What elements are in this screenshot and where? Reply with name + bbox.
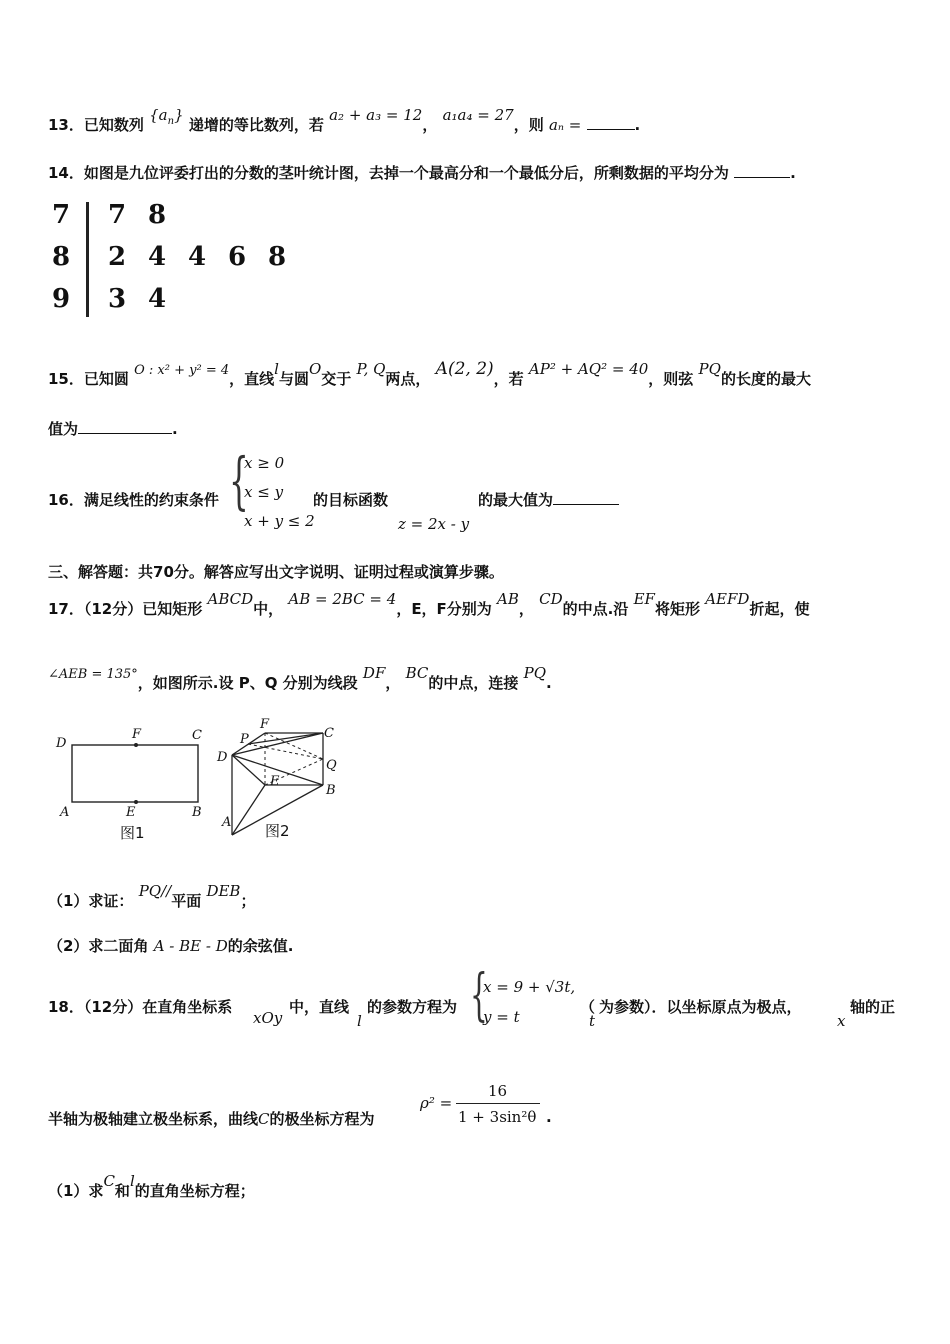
- fig1-label-a: A: [60, 805, 70, 820]
- question-number: 15．: [48, 370, 84, 388]
- q15-answer-blank: [78, 419, 172, 434]
- q18-t-symbol: t: [589, 1012, 596, 1030]
- q18-p1-text: 的直角坐标方程；: [134, 1182, 255, 1200]
- q13-text-1: 已知数列: [83, 116, 144, 134]
- q16-text-3: 的最大值为: [478, 491, 554, 509]
- question-number: 17．: [48, 600, 84, 618]
- q14-text: 如图是九位评委打出的分数的茎叶统计图，去掉一个最高分和一个最低分后，所剩数据的平均分为: [83, 164, 729, 182]
- q18-x-symbol: x: [837, 1012, 846, 1030]
- question-15-continued: [48, 418, 178, 439]
- q13-answer-blank: [587, 115, 635, 130]
- leaf-value: 2: [108, 242, 127, 272]
- leaf-value: 6: [228, 242, 247, 272]
- q17-aefd: AEFD: [705, 590, 750, 608]
- fig2-label-c: C: [324, 726, 334, 741]
- q13-equation-1: a₂ + a₃ = 12: [329, 106, 423, 124]
- question-number: 16．: [48, 491, 84, 509]
- fig2-label-f: F: [260, 717, 270, 732]
- q15-text-4: 交于: [321, 370, 352, 388]
- q17-text-2: ，E，F分别为: [396, 600, 492, 618]
- stem-value: 8: [52, 242, 71, 272]
- q16-constraint-2: x ≤ y: [244, 483, 284, 501]
- question-13: [48, 106, 641, 137]
- leaf-value: 3: [108, 284, 127, 314]
- fig2-label-q: Q: [326, 758, 337, 773]
- q18-rho: ρ² =: [420, 1094, 453, 1112]
- question-number: 14．: [48, 164, 84, 182]
- q13-text-3: ，则: [513, 116, 544, 134]
- q13-answer-expression: aₙ =: [548, 116, 582, 134]
- q17-end: .: [546, 674, 552, 692]
- fig2-label-a: A: [222, 815, 232, 830]
- fig1-point-e: [134, 800, 138, 804]
- q17-equation: AB = 2BC = 4: [288, 590, 397, 608]
- q15-text-8: 的长度的最大: [720, 370, 811, 388]
- q13-text-2: 递增的等比数列，若: [188, 116, 324, 134]
- fig2-label-b: B: [326, 783, 336, 798]
- fig2-label-e: E: [270, 774, 280, 789]
- fig1-point-f: [134, 743, 138, 747]
- leaf-value: 7: [108, 200, 127, 230]
- q17-rect: ABCD: [207, 590, 254, 608]
- fig1-rectangle: [72, 745, 198, 802]
- q16-answer-line: [478, 489, 619, 510]
- q18-text-2: 的参数方程为: [367, 998, 458, 1016]
- q17-text-7: 的中点，连接: [428, 674, 519, 692]
- fig2-caption: 图2: [265, 822, 290, 840]
- question-number: 18．: [48, 998, 84, 1016]
- figure-1: [55, 727, 202, 842]
- q17-cd: CD: [539, 590, 563, 608]
- q18-text-5: 轴的正: [850, 998, 896, 1016]
- q18-end: .: [546, 1108, 552, 1126]
- q17-p1-plane: DEB: [206, 882, 241, 900]
- q17-text-3: 的中点.沿: [562, 600, 629, 618]
- q17-df: DF: [362, 664, 386, 682]
- q17-p1-text: 平面: [171, 892, 202, 910]
- q18-text-7: 的极坐标方程为: [269, 1110, 375, 1128]
- q18-p1-label: （1）求: [48, 1182, 104, 1200]
- question-15: [48, 359, 811, 389]
- q16-constraint-3: x + y ≤ 2: [244, 512, 315, 530]
- fig1-label-c: C: [192, 728, 202, 743]
- figure-2: [216, 717, 337, 840]
- fig1-caption: 图1: [120, 824, 145, 842]
- q17-p1-label: （1）求证：: [48, 892, 134, 910]
- q17-pq: PQ: [523, 664, 547, 682]
- q18-line-symbol: l: [357, 1012, 362, 1030]
- sequence-symbol: $\{a_n\}$: [149, 106, 184, 127]
- stem-value: 9: [52, 284, 71, 314]
- q15-text-9: 值为: [48, 420, 79, 438]
- q18-p1-l: l: [129, 1172, 135, 1190]
- fig2-label-p: P: [240, 732, 249, 747]
- q15-text-5: 两点，: [385, 370, 431, 388]
- q15-circle-equation: O : x² + y² = 4: [134, 363, 230, 378]
- q16-brace: {: [229, 444, 249, 517]
- q16-text-2: 的目标函数: [313, 491, 389, 509]
- leaf-value: 8: [148, 200, 167, 230]
- q15-end: .: [172, 420, 178, 438]
- question-number: 13．: [48, 116, 84, 134]
- q18-text-3: （: [580, 998, 596, 1016]
- fig1-label-b: B: [192, 805, 202, 820]
- q14-end: .: [790, 164, 796, 182]
- q17-sep-2: ，: [385, 674, 401, 692]
- leaf-value: 8: [268, 242, 287, 272]
- q17-text-1: 中，: [253, 600, 284, 618]
- fig1-label-e: E: [126, 805, 136, 820]
- q18-continued: [48, 1108, 375, 1129]
- fig1-label-f: F: [132, 727, 142, 742]
- q16-constraint-1: x ≥ 0: [244, 454, 285, 472]
- q18-text-pts: （12分）在直角坐标系: [83, 998, 233, 1016]
- question-17: [48, 590, 810, 619]
- q15-text-1: 已知圆: [83, 370, 129, 388]
- q18-text-1: 中，直线: [289, 998, 350, 1016]
- q15-line-symbol: l: [274, 360, 279, 378]
- q18-xoy: xOy: [253, 1009, 283, 1027]
- fig1-label-d: D: [56, 736, 67, 751]
- q15-condition: AP² + AQ² = 40: [528, 360, 649, 378]
- q13-separator: ，: [422, 116, 438, 134]
- question-14: [48, 162, 796, 183]
- q15-points: P, Q: [356, 360, 386, 378]
- q18-p1-and: 和: [114, 1182, 130, 1200]
- q17-bc: BC: [405, 664, 429, 682]
- q18-brace: {: [470, 963, 488, 1028]
- q15-circle-symbol: O: [308, 360, 322, 378]
- q17-p2-label: （2）求二面角: [48, 937, 149, 955]
- q17-text-6: ，如图所示.设 P、Q 分别为线段: [137, 674, 358, 692]
- q17-p1-math: PQ//: [138, 882, 172, 900]
- q15-text-7: ，则弦: [648, 370, 694, 388]
- q17-text-pts: （12分）已知矩形: [83, 600, 203, 618]
- q16-text-1: 满足线性的约束条件: [83, 491, 219, 509]
- q17-ef: EF: [633, 590, 655, 608]
- question-17-continued: [48, 664, 552, 693]
- q14-answer-blank: [734, 163, 790, 178]
- q17-figures: [50, 715, 360, 845]
- q18-param-eq-2: y = t: [483, 1008, 520, 1026]
- q16-answer-blank: [553, 490, 619, 505]
- q17-angle: ∠AEB = 135°: [48, 667, 138, 682]
- q17-text-4: 将矩形: [654, 600, 700, 618]
- q18-text-4: 为参数）．以坐标原点为极点，: [599, 998, 802, 1016]
- leaf-value: 4: [148, 242, 167, 272]
- q18-curve-symbol: C: [258, 1110, 270, 1128]
- q18-param-eq-1: x = 9 + √3t,: [483, 978, 576, 996]
- q18-fraction-numerator: 16: [488, 1082, 508, 1100]
- stem-value: 7: [52, 200, 71, 230]
- fig2-label-d: D: [217, 750, 228, 765]
- q15-text-2: ，直线: [229, 370, 275, 388]
- q18-fraction-denominator: 1 + 3sin²θ: [458, 1108, 537, 1126]
- q13-equation-2: a₁a₄ = 27: [442, 106, 514, 124]
- q17-sep: ，: [518, 600, 534, 618]
- q16-objective: z = 2x - y: [398, 515, 470, 533]
- section-heading: 三、解答题：共70分。解答应写出文字说明、证明过程或演算步骤。: [48, 563, 504, 581]
- q15-text-6: ，若: [493, 370, 524, 388]
- stem-leaf-divider: [86, 202, 89, 317]
- q18-fraction-bar: [456, 1103, 540, 1104]
- q17-p2-math: A - BE - D: [153, 937, 228, 955]
- q15-point-a: A(2, 2): [435, 359, 494, 379]
- q18-text-6: 半轴为极轴建立极坐标系，曲线: [48, 1110, 259, 1128]
- q17-text-5: 折起，使: [749, 600, 810, 618]
- q15-chord: PQ: [698, 360, 721, 378]
- q17-part-2: [48, 935, 293, 956]
- question-16: [48, 489, 219, 510]
- leaf-value: 4: [188, 242, 207, 272]
- q13-end: .: [634, 116, 641, 134]
- question-18: [48, 996, 232, 1017]
- q18-p1-c: C: [103, 1172, 115, 1190]
- q17-part-1: [48, 882, 256, 911]
- q15-text-3: 与圆: [278, 370, 309, 388]
- q18-part-1: [48, 1172, 255, 1201]
- leaf-value: 4: [148, 284, 167, 314]
- q17-ab: AB: [497, 590, 519, 608]
- q17-p1-end: ；: [240, 892, 256, 910]
- q17-p2-text: 的余弦值.: [227, 937, 294, 955]
